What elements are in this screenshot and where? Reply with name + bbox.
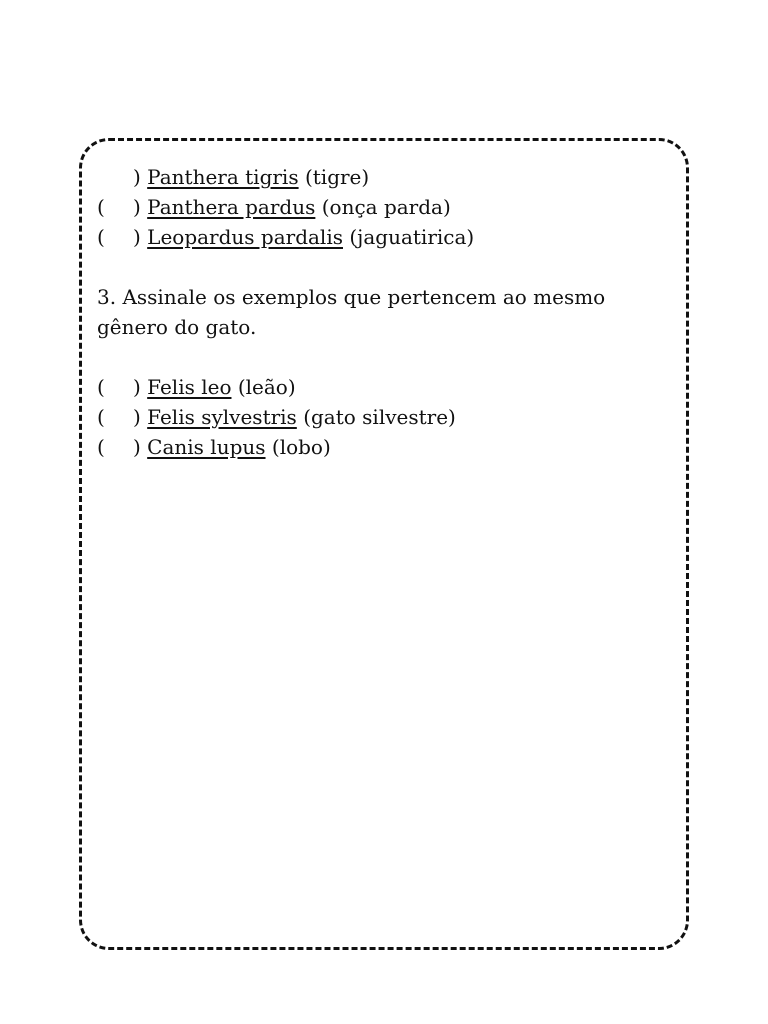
scientific-name: Felis leo [147,375,232,399]
option-canis-lupus [97,432,677,462]
checkbox-close-paren: ) [133,165,141,189]
scientific-name: Canis lupus [147,435,266,459]
checkbox-open-paren[interactable]: ( [97,195,105,219]
scientific-name: Leopardus pardalis [147,225,343,249]
checkbox-close-paren: ) [133,195,141,219]
option-panthera-tigris [97,162,677,192]
common-name: (gato silvestre) [303,405,456,429]
checkbox-open-paren[interactable]: ( [97,435,105,459]
option-panthera-pardus [97,192,677,222]
option-leopardus-pardalis [97,222,677,252]
scientific-name: Panthera pardus [147,195,316,219]
spacer [97,342,677,372]
question-3-text: 3. Assinale os exemplos que pertencem ao mesmo gênero do gato. [97,285,606,339]
checkbox-open-paren[interactable]: ( [97,375,105,399]
option-felis-sylvestris [97,402,677,432]
common-name: (jaguatirica) [349,225,475,249]
checkbox-close-paren: ) [133,405,141,429]
scientific-name: Panthera tigris [147,165,299,189]
checkbox-close-paren: ) [133,375,141,399]
common-name: (tigre) [304,165,370,189]
scientific-name: Felis sylvestris [147,405,297,429]
checkbox-close-paren: ) [133,435,141,459]
spacer [97,252,677,282]
common-name: (leão) [237,375,296,399]
common-name: (onça parda) [321,195,451,219]
checkbox-open-paren[interactable]: ( [97,225,105,249]
option-felis-leo [97,372,677,402]
worksheet-content [97,162,677,462]
checkbox-close-paren: ) [133,225,141,249]
checkbox-open-paren[interactable]: ( [97,405,105,429]
common-name: (lobo) [271,435,331,459]
